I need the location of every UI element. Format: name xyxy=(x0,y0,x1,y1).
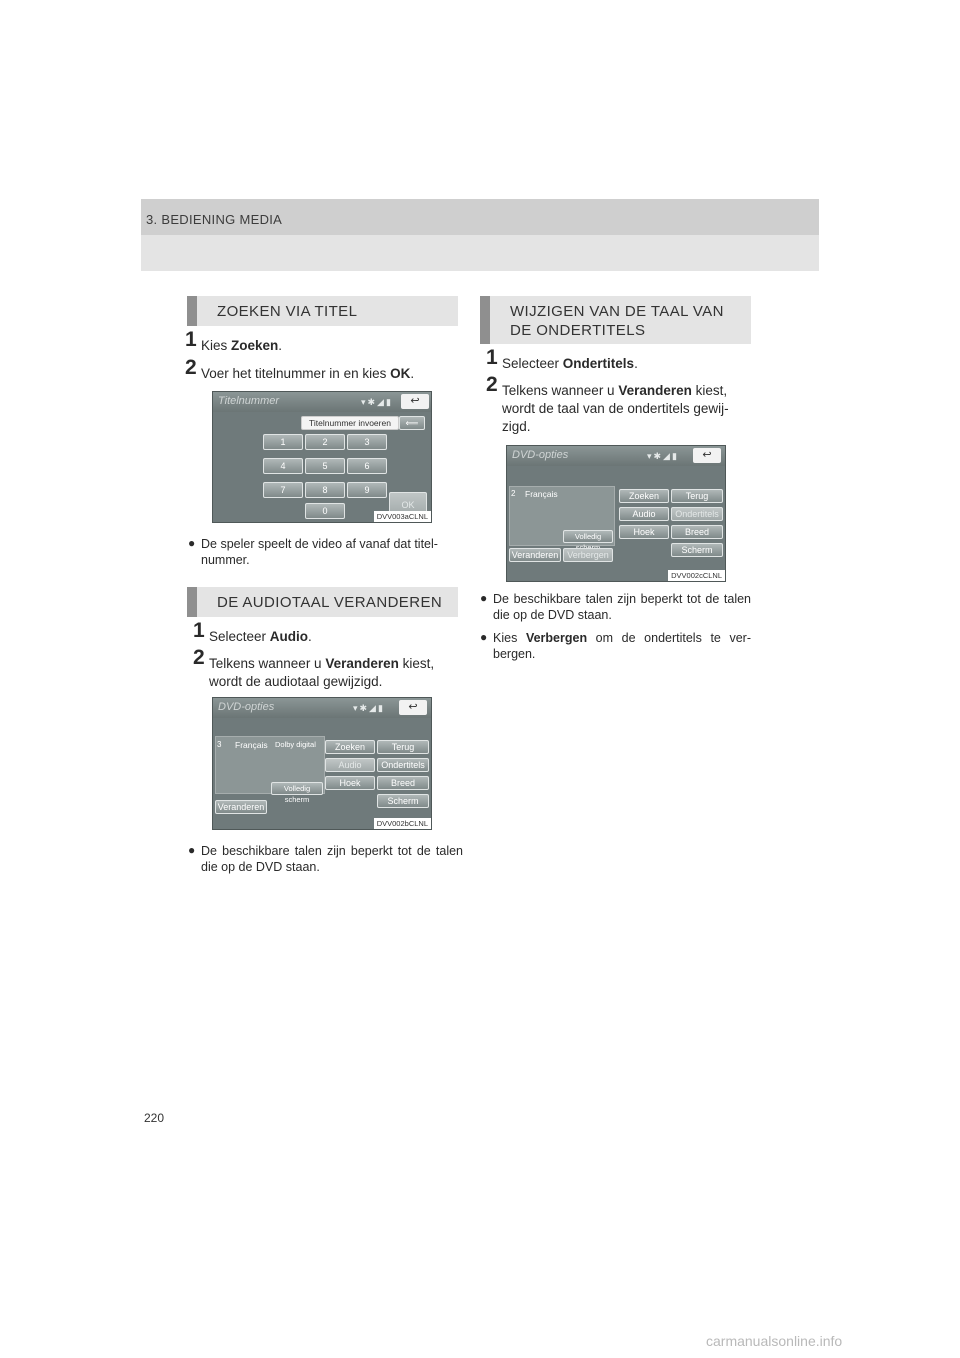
breed-button[interactable]: Breed xyxy=(377,776,429,790)
volledig-scherm-button[interactable]: Volledig xyxy=(563,530,613,543)
verbergen-button[interactable]: Verbergen xyxy=(563,548,613,562)
signal-icons: ▾✱◢▮ xyxy=(353,703,385,713)
step-keyword: Veranderen xyxy=(325,656,399,671)
back-button[interactable]: ↩ xyxy=(693,448,721,463)
language-label: Français xyxy=(525,489,558,499)
veranderen-button[interactable]: Veranderen xyxy=(215,800,267,814)
note-talen-ondertitels xyxy=(480,591,751,623)
step-number: 1 xyxy=(193,619,205,642)
figure-code: DVV002cCLNL xyxy=(668,570,725,581)
key-8[interactable]: 8 xyxy=(305,482,345,498)
audio-button[interactable]: Audio xyxy=(619,507,669,521)
screenshot-dvd-opties-audio xyxy=(212,697,432,830)
step-2-titelnummer xyxy=(185,356,463,383)
watermark-link[interactable]: carmanualsonline.info xyxy=(706,1333,843,1349)
step-text-end: . xyxy=(634,356,638,371)
figure-code: DVV002bCLNL xyxy=(374,818,431,829)
scherm-button[interactable]: Scherm xyxy=(671,543,723,557)
note-text-end: om de ondertitels te ver-bergen. xyxy=(493,631,751,661)
section-ondertitels xyxy=(480,296,751,344)
step-text-end: . xyxy=(308,629,312,644)
screen-title: DVD-opties xyxy=(512,449,569,461)
note-talen-audio xyxy=(188,843,463,875)
key-0[interactable]: 0 xyxy=(305,503,345,519)
hoek-button[interactable]: Hoek xyxy=(325,776,375,790)
back-button[interactable]: ↩ xyxy=(401,394,429,409)
key-6[interactable]: 6 xyxy=(347,458,387,474)
screen-status-bar xyxy=(213,698,431,718)
ok-button[interactable]: OK xyxy=(389,492,427,518)
step-keyword: Audio xyxy=(269,629,309,644)
zoeken-button[interactable]: Zoeken xyxy=(619,489,669,503)
step-keyword: Zoeken xyxy=(231,338,279,353)
note-text: Kies xyxy=(493,631,526,645)
section-title: WIJZIGEN VAN DE TAAL VAN DE ONDERTITELS xyxy=(510,303,724,339)
key-4[interactable]: 4 xyxy=(263,458,303,474)
step-number: 1 xyxy=(185,328,197,351)
step-keyword: Veranderen xyxy=(618,383,692,398)
screen-title: Titelnummer xyxy=(218,395,280,407)
step-1-zoeken xyxy=(185,328,461,355)
back-button[interactable]: ↩ xyxy=(399,700,427,715)
section-title: DE AUDIOTAAL VERANDEREN xyxy=(217,594,443,611)
hoek-button[interactable]: Hoek xyxy=(619,525,669,539)
note-text: De beschikbare talen zijn beperkt tot de talen die op de DVD staan. xyxy=(493,592,751,622)
page-number: 220 xyxy=(144,1111,165,1125)
audio-button[interactable]: Audio xyxy=(325,758,375,772)
dolby-label: Dolby digital xyxy=(275,740,316,749)
ondertitels-button[interactable]: Ondertitels xyxy=(671,507,723,521)
chapter-title: 3. BEDIENING MEDIA xyxy=(146,212,283,227)
note-text: De speler speelt de video af vanaf dat titel-nummer. xyxy=(201,537,438,567)
bullet-icon: ● xyxy=(480,630,488,644)
step-text: Selecteer xyxy=(209,629,270,644)
step-number: 2 xyxy=(185,356,197,379)
note-keyword: Verbergen xyxy=(525,631,588,645)
volledig-scherm-button[interactable]: Volledig scherm xyxy=(271,782,323,795)
language-label: Français xyxy=(235,740,268,750)
bullet-icon: ● xyxy=(480,591,488,605)
delete-button[interactable]: ⟸ xyxy=(399,416,425,430)
step-text-end: . xyxy=(278,338,283,353)
step-text-end: . xyxy=(410,366,415,381)
breed-button[interactable]: Breed xyxy=(671,525,723,539)
track-number: 2 xyxy=(511,489,516,498)
section-audiotaal xyxy=(187,587,458,617)
step-1-ondertitels xyxy=(486,346,752,373)
note-verbergen xyxy=(480,630,751,662)
note-text: De beschikbare talen zijn beperkt tot de talen die op de DVD staan. xyxy=(201,844,463,874)
section-title: ZOEKEN VIA TITEL xyxy=(217,303,358,320)
terug-button[interactable]: Terug xyxy=(671,489,723,503)
figure-code: DVV003aCLNL xyxy=(374,511,431,522)
bullet-icon: ● xyxy=(188,536,196,550)
step-text: Telkens wanneer u xyxy=(209,656,326,671)
screenshot-dvd-opties-ondertitels xyxy=(506,445,726,582)
key-7[interactable]: 7 xyxy=(263,482,303,498)
section-marker xyxy=(480,296,490,344)
step-number: 2 xyxy=(486,373,498,396)
bullet-icon: ● xyxy=(188,843,196,857)
key-2[interactable]: 2 xyxy=(305,434,345,450)
step-number: 1 xyxy=(486,346,498,369)
screenshot-titelnummer xyxy=(212,391,432,523)
key-3[interactable]: 3 xyxy=(347,434,387,450)
scherm-button[interactable]: Scherm xyxy=(377,794,429,808)
signal-icons: ▾✱◢▮ xyxy=(647,451,679,461)
step-2-veranderen xyxy=(193,646,461,691)
step-keyword: Ondertitels xyxy=(562,356,635,371)
key-1[interactable]: 1 xyxy=(263,434,303,450)
step-text: Telkens wanneer u xyxy=(502,383,619,398)
signal-icons: ▾✱◢▮ xyxy=(361,397,393,407)
zoeken-button[interactable]: Zoeken xyxy=(325,740,375,754)
note-titelnummer xyxy=(188,536,463,568)
section-zoeken-via-titel xyxy=(187,296,458,326)
veranderen-button[interactable]: Veranderen xyxy=(509,548,561,562)
ondertitels-button[interactable]: Ondertitels xyxy=(377,758,429,772)
key-5[interactable]: 5 xyxy=(305,458,345,474)
step-1-audio xyxy=(193,619,459,646)
terug-button[interactable]: Terug xyxy=(377,740,429,754)
section-marker xyxy=(187,296,197,326)
step-text: Kies xyxy=(201,338,232,353)
step-number: 2 xyxy=(193,646,205,669)
section-marker xyxy=(187,587,197,617)
screen-status-bar xyxy=(213,392,431,412)
step-text-end: kiest, wordt de audiotaal gewijzigd. xyxy=(209,656,435,689)
step-2-veranderen-ondertitels xyxy=(486,373,752,436)
step-text-end: kiest, wordt de taal van de ondertitels gewij-zigd. xyxy=(502,383,729,434)
step-keyword: OK xyxy=(390,366,411,381)
step-text: Voer het titelnummer in en kies xyxy=(201,366,391,381)
key-9[interactable]: 9 xyxy=(347,482,387,498)
page-header-band xyxy=(141,199,819,235)
screen-status-bar xyxy=(507,446,725,466)
step-text: Selecteer xyxy=(502,356,563,371)
page-header xyxy=(141,199,819,271)
titelnummer-input[interactable]: Titelnummer invoeren xyxy=(301,416,399,430)
track-number: 3 xyxy=(217,740,222,749)
screen-title: DVD-opties xyxy=(218,701,275,713)
